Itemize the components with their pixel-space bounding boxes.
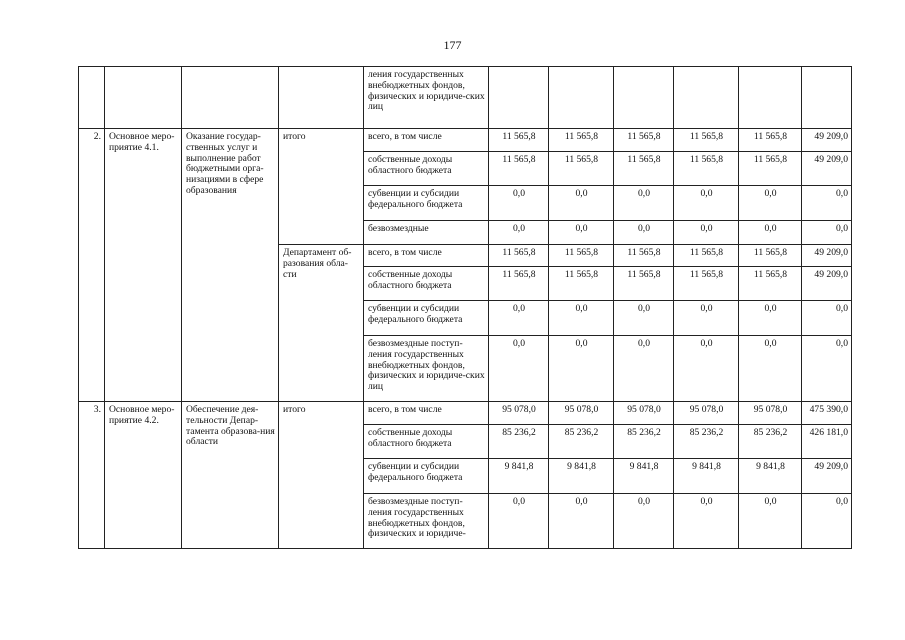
funding-source-cell: всего, в том числе (364, 129, 489, 152)
executor-cell: Департамент об-разования обла-сти (279, 245, 364, 402)
value-cell: 11 565,8 (614, 245, 674, 267)
value-cell: 11 565,8 (739, 152, 802, 186)
page-number: 177 (443, 38, 462, 52)
measure-cell (105, 67, 182, 129)
value-cell: 9 841,8 (614, 459, 674, 494)
value-cell: 0,0 (802, 494, 852, 549)
funding-source-cell: всего, в том числе (364, 402, 489, 425)
value-cell: 11 565,8 (489, 129, 549, 152)
measure-cell: Основное меро-приятие 4.1. (105, 129, 182, 402)
executor-cell: итого (279, 129, 364, 245)
value-cell: 11 565,8 (739, 267, 802, 301)
value-cell: 49 209,0 (802, 245, 852, 267)
value-cell (549, 67, 614, 129)
value-cell: 0,0 (802, 221, 852, 245)
value-cell: 0,0 (489, 336, 549, 402)
value-cell: 0,0 (739, 186, 802, 221)
table-row (79, 129, 852, 152)
value-cell: 11 565,8 (549, 129, 614, 152)
value-cell: 0,0 (549, 221, 614, 245)
value-cell: 11 565,8 (549, 245, 614, 267)
executor-cell: итого (279, 402, 364, 549)
value-cell: 49 209,0 (802, 459, 852, 494)
value-cell: 11 565,8 (614, 267, 674, 301)
value-cell: 0,0 (614, 494, 674, 549)
value-cell: 0,0 (739, 221, 802, 245)
value-cell (614, 67, 674, 129)
value-cell: 85 236,2 (614, 425, 674, 459)
value-cell: 0,0 (802, 186, 852, 221)
budget-table (78, 66, 852, 549)
value-cell: 11 565,8 (614, 152, 674, 186)
value-cell: 0,0 (674, 494, 739, 549)
measure-name-cell: Оказание государ-ственных услуг и выполнение работ бюджетными орга-низациями в сфере образования (182, 129, 279, 402)
table-row (79, 402, 852, 425)
value-cell: 0,0 (489, 494, 549, 549)
value-cell: 95 078,0 (614, 402, 674, 425)
value-cell: 0,0 (614, 336, 674, 402)
value-cell: 0,0 (674, 301, 739, 336)
row-number-cell: 2. (79, 129, 105, 402)
value-cell: 0,0 (549, 186, 614, 221)
funding-source-cell: собственные доходы областного бюджета (364, 425, 489, 459)
value-cell: 11 565,8 (674, 152, 739, 186)
value-cell: 85 236,2 (739, 425, 802, 459)
value-cell: 11 565,8 (739, 129, 802, 152)
value-cell: 49 209,0 (802, 152, 852, 186)
funding-source-cell: субвенции и субсидии федерального бюджета (364, 301, 489, 336)
value-cell: 0,0 (802, 301, 852, 336)
value-cell: 9 841,8 (739, 459, 802, 494)
value-cell: 9 841,8 (549, 459, 614, 494)
table-row (79, 67, 852, 129)
value-cell: 95 078,0 (739, 402, 802, 425)
value-cell: 0,0 (614, 221, 674, 245)
value-cell: 0,0 (549, 301, 614, 336)
funding-source-cell: безвозмездные поступ-ления государственных внебюджетных фондов, физических и юридиче- (364, 494, 489, 549)
value-cell: 11 565,8 (489, 267, 549, 301)
value-cell: 11 565,8 (739, 245, 802, 267)
value-cell: 0,0 (739, 336, 802, 402)
value-cell: 95 078,0 (489, 402, 549, 425)
value-cell: 0,0 (549, 494, 614, 549)
value-cell: 11 565,8 (674, 129, 739, 152)
funding-source-cell: всего, в том числе (364, 245, 489, 267)
value-cell: 49 209,0 (802, 267, 852, 301)
value-cell: 0,0 (674, 336, 739, 402)
value-cell: 11 565,8 (549, 152, 614, 186)
value-cell: 0,0 (614, 186, 674, 221)
measure-cell: Основное меро-приятие 4.2. (105, 402, 182, 549)
value-cell: 0,0 (674, 186, 739, 221)
value-cell: 11 565,8 (489, 152, 549, 186)
row-number-cell: 3. (79, 402, 105, 549)
value-cell: 0,0 (802, 336, 852, 402)
executor-cell (279, 67, 364, 129)
value-cell: 11 565,8 (489, 245, 549, 267)
funding-source-cell: собственные доходы областного бюджета (364, 152, 489, 186)
measure-name-cell (182, 67, 279, 129)
value-cell: 95 078,0 (549, 402, 614, 425)
funding-source-cell: ления государственных внебюджетных фондов, физических и юридиче-ских лиц (364, 67, 489, 129)
value-cell: 85 236,2 (549, 425, 614, 459)
value-cell: 0,0 (489, 221, 549, 245)
value-cell: 0,0 (739, 494, 802, 549)
measure-name-cell: Обеспечение дея-тельности Депар-тамента образова-ния области (182, 402, 279, 549)
value-cell: 9 841,8 (674, 459, 739, 494)
value-cell: 9 841,8 (489, 459, 549, 494)
value-cell (489, 67, 549, 129)
value-cell: 11 565,8 (614, 129, 674, 152)
value-cell: 85 236,2 (489, 425, 549, 459)
value-cell: 11 565,8 (674, 267, 739, 301)
value-cell: 0,0 (489, 186, 549, 221)
row-number-cell (79, 67, 105, 129)
value-cell (739, 67, 802, 129)
value-cell: 0,0 (674, 221, 739, 245)
value-cell: 475 390,0 (802, 402, 852, 425)
funding-source-cell: субвенции и субсидии федерального бюджета (364, 186, 489, 221)
value-cell: 426 181,0 (802, 425, 852, 459)
value-cell: 95 078,0 (674, 402, 739, 425)
value-cell: 11 565,8 (549, 267, 614, 301)
value-cell: 49 209,0 (802, 129, 852, 152)
value-cell (802, 67, 852, 129)
value-cell: 85 236,2 (674, 425, 739, 459)
value-cell: 0,0 (489, 301, 549, 336)
funding-source-cell: безвозмездные (364, 221, 489, 245)
value-cell: 11 565,8 (674, 245, 739, 267)
value-cell: 0,0 (614, 301, 674, 336)
value-cell (674, 67, 739, 129)
value-cell: 0,0 (739, 301, 802, 336)
funding-source-cell: безвозмездные поступ-ления государственных внебюджетных фондов, физических и юридиче-ских лиц (364, 336, 489, 402)
value-cell: 0,0 (549, 336, 614, 402)
funding-source-cell: собственные доходы областного бюджета (364, 267, 489, 301)
funding-source-cell: субвенции и субсидии федерального бюджета (364, 459, 489, 494)
